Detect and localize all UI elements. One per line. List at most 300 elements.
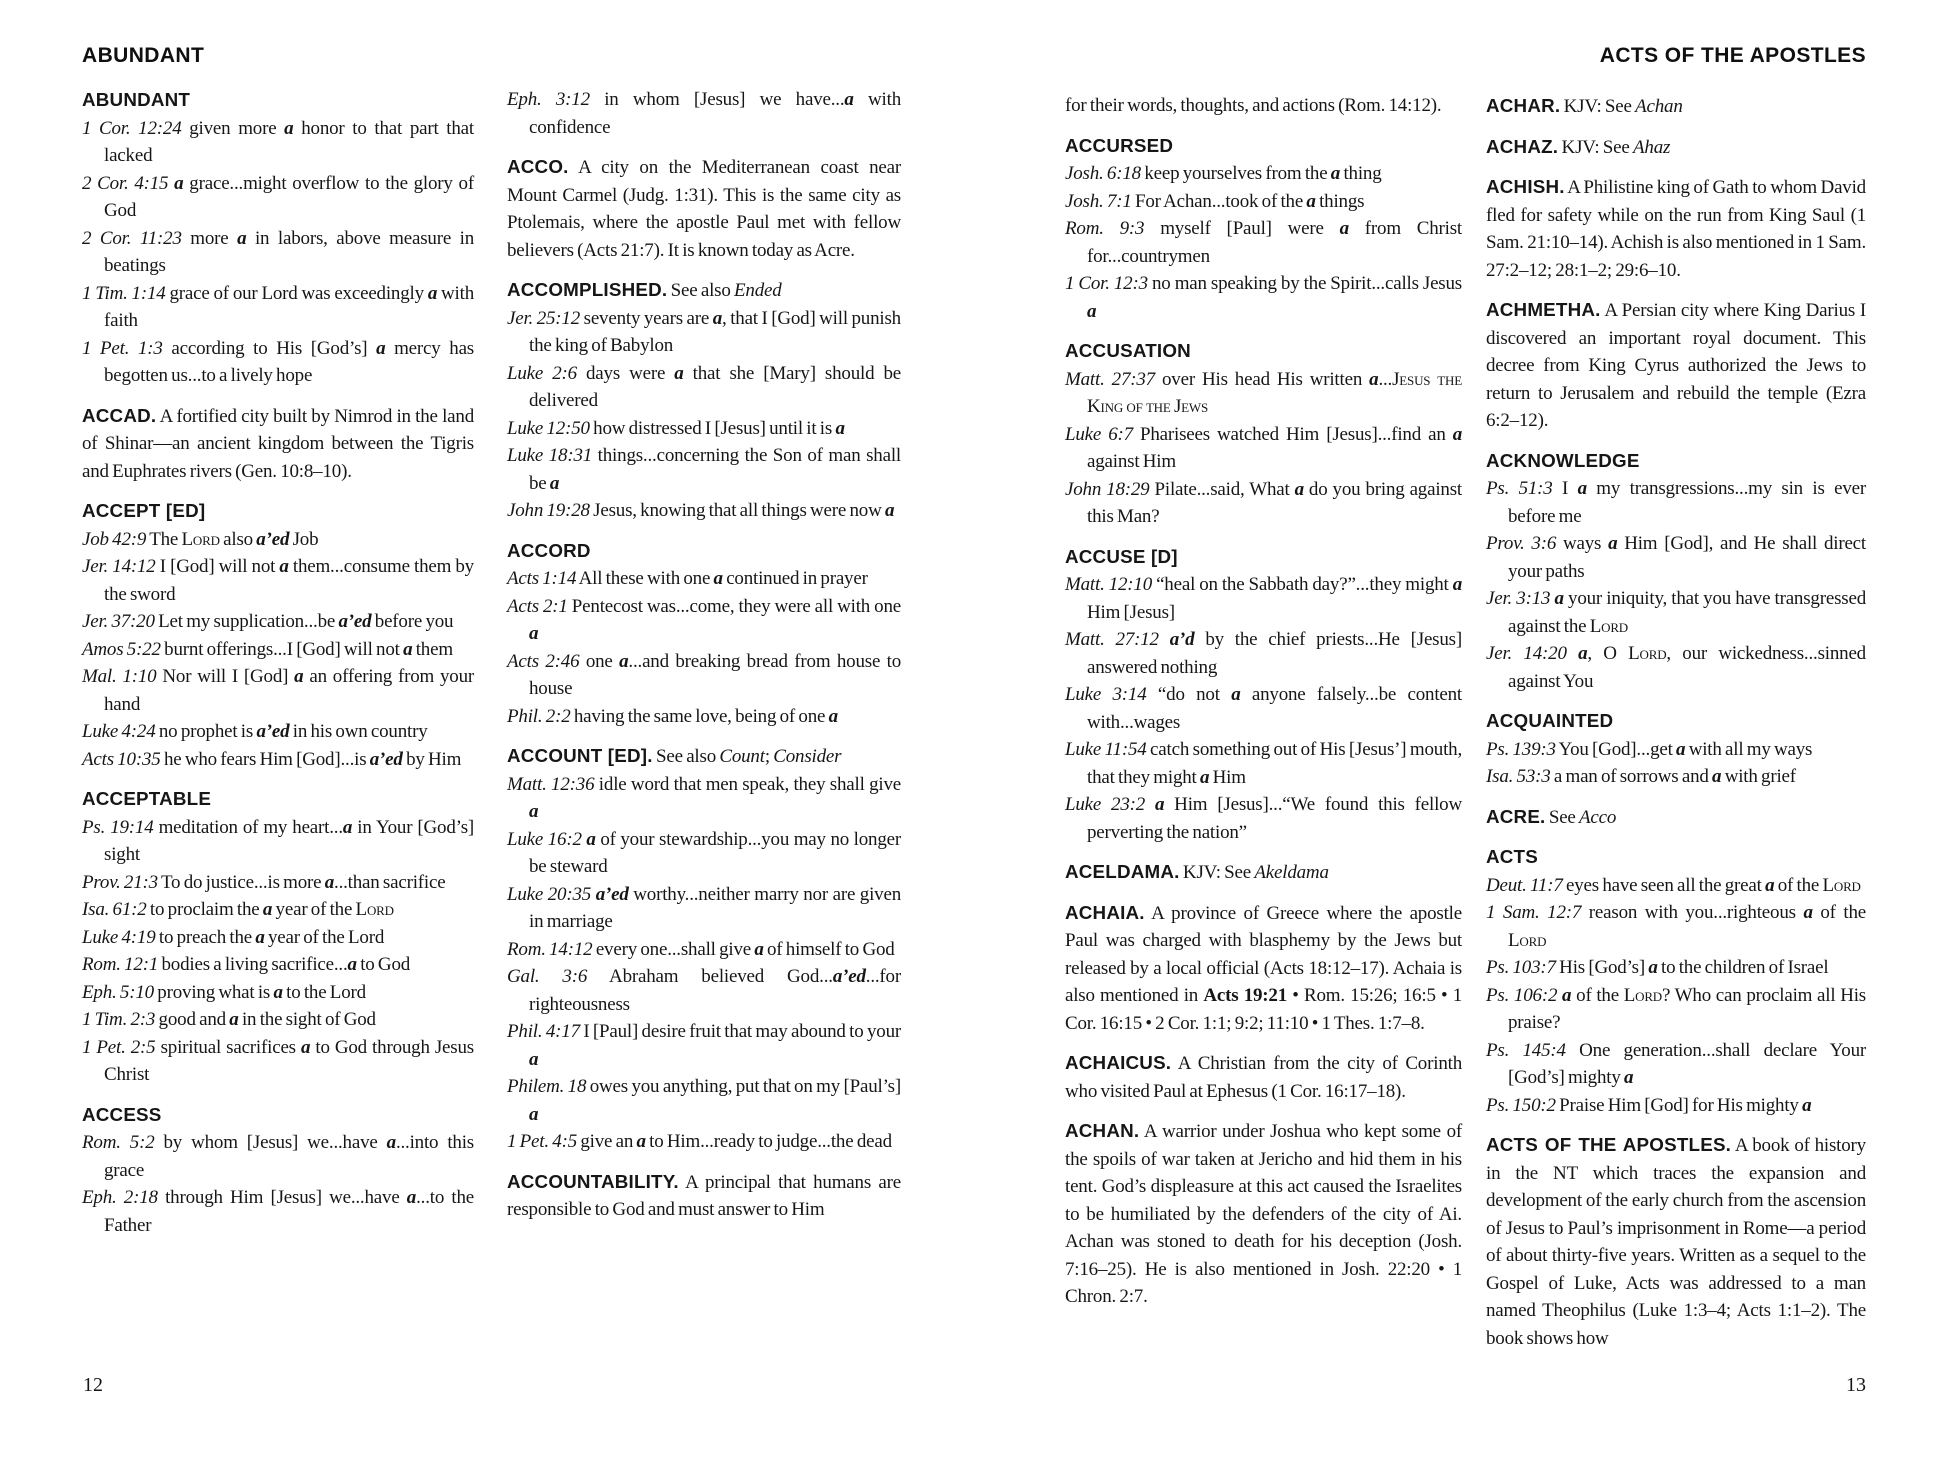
text-run: a <box>174 172 184 194</box>
text-run: a <box>1577 478 1587 499</box>
verse-reference: Deut. 11:7 <box>1486 874 1563 896</box>
running-head-left: ABUNDANT <box>82 44 205 67</box>
entry-heading <box>507 276 901 305</box>
verse-line <box>507 305 901 360</box>
headword: ACKNOWLEDGE <box>1486 449 1640 471</box>
verse-reference: Ps. 145:4 <box>1486 1039 1566 1061</box>
headword: ACCOMPLISHED. <box>507 279 668 300</box>
verse-line <box>82 225 474 280</box>
text-run: Akeldama <box>1254 862 1329 883</box>
text-run: a <box>1369 368 1379 390</box>
text-run: To do justice...is more <box>157 871 325 893</box>
running-head-right: ACTS OF THE APOSTLES <box>1599 44 1866 67</box>
verse-line <box>82 553 474 608</box>
verse-line <box>1065 626 1462 681</box>
verse-reference: Luke 20:35 <box>507 883 592 905</box>
text-run: Count <box>719 746 765 767</box>
text-run: “do not <box>1146 684 1232 705</box>
text-run: a <box>1803 902 1813 923</box>
verse-line <box>1486 475 1866 530</box>
text-run: I [Paul] desire fruit that may abound to your <box>579 1021 901 1042</box>
verse-reference: Rom. 12:1 <box>82 954 159 975</box>
verse-line <box>507 1018 901 1073</box>
verse-reference: Luke 23:2 <box>1065 794 1146 815</box>
text-run: a <box>713 568 723 589</box>
text-run: a’ed <box>369 748 403 770</box>
text-run: a <box>586 828 596 850</box>
text-run: a’ed <box>338 611 372 632</box>
text-run: in whom [Jesus] we have... <box>589 89 845 110</box>
text-run: a <box>636 1131 646 1152</box>
text-run: burnt offerings...I [God] will not <box>160 638 404 660</box>
verse-reference: Phil. 2:2 <box>507 705 571 727</box>
verse-reference: 2 Cor. 11:23 <box>82 227 182 249</box>
verse-line <box>82 335 474 390</box>
text-run <box>1145 794 1155 815</box>
text-run: A province of Greece where the apostle Paul was charged with blasphemy by the Jews but released by a local official (Acts 18:12–17). Achaia is also mentioned in <box>1065 902 1462 1006</box>
text-run: to the children of Israel <box>1657 957 1829 978</box>
verse-reference: Acts 2:1 <box>507 595 568 617</box>
text-run: a <box>1294 478 1304 500</box>
entry-heading <box>82 86 474 115</box>
verse-reference: Ps. 139:3 <box>1486 738 1556 760</box>
text-run: Job <box>289 528 319 550</box>
verse-line <box>1486 736 1866 764</box>
verse-line <box>82 608 474 636</box>
text-run: Acts 19:21 <box>1203 985 1288 1006</box>
text-run: For Achan...took of the <box>1131 190 1307 212</box>
headword: ACHAN. <box>1065 1120 1140 1141</box>
headword: ACCEPT [ED] <box>82 500 206 521</box>
text-run: of your stewardship...you may no longer be steward <box>529 828 902 877</box>
text-run: them <box>412 638 453 660</box>
verse-line <box>507 593 901 648</box>
entry-heading <box>1065 132 1462 161</box>
verse-line <box>507 442 901 497</box>
entry-heading <box>507 742 901 771</box>
entry-heading <box>1065 337 1462 366</box>
text-run: Praise Him [God] for His mighty <box>1555 1094 1803 1116</box>
headword: ACTS OF THE APOSTLES. <box>1486 1134 1732 1155</box>
text-run: a <box>754 938 764 960</box>
verse-line <box>1065 421 1462 476</box>
column-2 <box>507 86 901 1224</box>
verse-line <box>82 170 474 225</box>
text-run: a <box>427 282 438 304</box>
verse-reference: Jer. 14:12 <box>82 556 156 577</box>
text-run: “heal on the Sabbath day?”...they might <box>1152 574 1453 595</box>
verse-line <box>1065 681 1462 736</box>
verse-line <box>82 526 474 554</box>
text-run: year of the <box>272 899 356 920</box>
text-run: a man of sorrows and <box>1550 766 1713 787</box>
verse-line <box>1486 1092 1866 1120</box>
verse-line <box>1065 366 1462 421</box>
verse-reference: Luke 4:19 <box>82 926 156 948</box>
verse-reference: Gal. 3:6 <box>507 966 588 987</box>
text-run: a <box>386 1132 396 1153</box>
text-run: of the <box>1812 902 1866 923</box>
verse-line <box>507 771 901 826</box>
headword: ACTS <box>1486 846 1538 867</box>
text-run: with confidence <box>529 89 901 138</box>
text-run: continued in prayer <box>722 568 868 589</box>
verse-reference: 1 Pet. 2:5 <box>82 1036 156 1058</box>
text-run: by Him <box>402 748 462 770</box>
verse-reference: Ps. 150:2 <box>1486 1094 1556 1116</box>
verse-reference: 1 Cor. 12:24 <box>82 117 182 139</box>
text-run: in his own country <box>289 721 428 742</box>
headword: ACCO. <box>507 156 569 177</box>
text-run: a <box>1306 190 1316 212</box>
text-run: KJV: See <box>1558 136 1633 158</box>
verse-reference: 1 Cor. 12:3 <box>1065 273 1148 294</box>
text-run: a <box>1802 1094 1812 1116</box>
text-run: grace...might overflow to the glory of God <box>104 172 474 221</box>
text-run: a <box>284 117 294 139</box>
verse-line <box>1065 188 1462 216</box>
entry-heading <box>507 537 901 566</box>
text-run: a <box>1676 738 1686 760</box>
text-run: Him <box>1209 766 1246 788</box>
text-run: a <box>1624 1067 1634 1088</box>
entry-paragraph <box>1065 1117 1462 1311</box>
text-run: a <box>406 1187 417 1208</box>
text-run: a <box>844 89 854 110</box>
text-run: Lord <box>181 528 220 550</box>
text-run: a <box>529 1048 539 1070</box>
headword: ACCUSATION <box>1065 340 1191 361</box>
verse-line <box>82 869 474 897</box>
entry-paragraph <box>1065 858 1462 887</box>
verse-line <box>1486 1037 1866 1092</box>
text-run: A Christian from the city of Corinth who visited Paul at Ephesus (1 Cor. 16:17–18). <box>1065 1053 1462 1102</box>
verse-line <box>507 963 901 1018</box>
text-run: A Persian city where King Darius I discovered an important royal document. This decree from King Cyrus authorized the Jews to return to Jerusalem and rebuild the temple (Ezra 6:2–12). <box>1486 300 1866 431</box>
verse-line <box>507 360 901 415</box>
text-run: worthy...neither marry nor are given in marriage <box>529 883 901 932</box>
entry-paragraph <box>507 1168 901 1224</box>
verse-line <box>1065 215 1462 270</box>
entry-paragraph <box>1486 173 1866 284</box>
text-run: your iniquity, that you have transgressed against the <box>1508 588 1867 637</box>
text-run: by whom [Jesus] we...have <box>154 1132 387 1153</box>
text-run: honor to that part that lacked <box>104 117 474 166</box>
text-run: ...to the Father <box>104 1187 474 1236</box>
verse-line <box>1486 763 1866 791</box>
text-run: The <box>146 528 182 550</box>
headword: ACCURSED <box>1065 134 1174 156</box>
verse-line <box>82 1184 474 1239</box>
text-run: Pharisees watched Him [Jesus]...find an <box>1132 423 1453 445</box>
verse-reference: Jer. 14:20 <box>1486 643 1567 664</box>
text-run: given more <box>181 117 285 139</box>
entry-paragraph <box>1486 803 1866 832</box>
column-3 <box>1065 92 1462 1311</box>
verse-line <box>82 746 474 774</box>
text-run: a <box>529 1103 539 1125</box>
verse-line <box>1065 571 1462 626</box>
text-run: Ended <box>734 280 782 301</box>
text-run: , that I [God] will punish the king of Babylon <box>529 307 901 356</box>
text-run: , our wickedness...sinned against You <box>1508 643 1866 692</box>
verse-line <box>507 1128 901 1156</box>
text-run: a <box>549 472 560 494</box>
text-run: Achan <box>1635 96 1683 117</box>
text-run: spiritual sacrifices <box>155 1036 301 1058</box>
text-run: His [God’s] <box>1555 957 1649 978</box>
verse-line <box>82 979 474 1007</box>
verse-line <box>82 1006 474 1034</box>
text-run: one <box>579 650 620 672</box>
text-run: See also <box>652 746 720 767</box>
headword: ACCOUNT [ED]. <box>507 745 653 766</box>
headword: ACHAIA. <box>1065 901 1145 923</box>
text-run: KJV: See <box>1560 96 1636 117</box>
verse-line <box>82 814 474 869</box>
verse-reference: 1 Pet. 1:3 <box>82 337 163 359</box>
entry-paragraph <box>507 153 901 264</box>
text-run: things...concerning the Son of man shall be <box>529 445 902 494</box>
text-run <box>1567 643 1578 664</box>
headword: ACCEPTABLE <box>82 788 212 809</box>
verse-line <box>82 924 474 952</box>
text-run: ways <box>1556 533 1609 554</box>
text-run: a <box>1200 766 1210 788</box>
text-run: Consider <box>773 746 842 767</box>
text-run: a <box>1154 794 1165 815</box>
headword: ACCESS <box>82 1103 162 1125</box>
entry-paragraph <box>1065 1049 1462 1105</box>
text-run: • Rom. 15:26; 16:5 • 1 Cor. 16:15 • 2 Cor. 1:1; 9:2; 11:10 • 1 Thes. 1:7–8. <box>1065 985 1463 1034</box>
text-run: a <box>1452 574 1462 595</box>
text-run: to preach the <box>155 926 256 948</box>
headword: ACCOUNTABILITY. <box>507 1170 679 1192</box>
verse-line <box>507 565 901 593</box>
text-run: to the Lord <box>282 981 366 1003</box>
text-run: with all my ways <box>1685 738 1813 760</box>
entry-heading <box>1486 843 1866 872</box>
verse-reference: Rom. 9:3 <box>1065 218 1145 239</box>
page-number-left: 12 <box>83 1374 103 1396</box>
text-run: Lord <box>1623 984 1662 1006</box>
text-run: a <box>1231 684 1241 705</box>
text-run: a’ed <box>256 528 290 550</box>
entry-paragraph <box>1486 92 1866 121</box>
text-run: keep yourselves from the <box>1140 163 1331 184</box>
text-run: do you bring against this Man? <box>1087 478 1462 527</box>
verse-reference: Jer. 3:13 <box>1486 588 1551 609</box>
text-run: ; <box>764 746 774 767</box>
text-run: A principal that humans are responsible to God and must answer to Him <box>507 1171 901 1220</box>
text-run: See <box>1545 806 1580 828</box>
verse-reference: Eph. 5:10 <box>82 981 154 1003</box>
text-run: a <box>1339 218 1349 239</box>
entry-paragraph <box>82 402 474 486</box>
text-run: of the <box>1571 984 1624 1006</box>
text-run: by the chief priests...He [Jesus] answered nothing <box>1087 629 1462 678</box>
text-run: Him [Jesus] <box>1087 601 1175 623</box>
text-run: a <box>619 650 629 672</box>
verse-line <box>1486 585 1866 640</box>
text-run: Nor will I [God] <box>156 666 295 687</box>
text-run: in Your [God’s] sight <box>104 816 475 865</box>
verse-line <box>82 951 474 979</box>
verse-reference: 1 Tim. 1:14 <box>82 282 166 304</box>
verse-reference: John 19:28 <box>507 500 590 521</box>
verse-line <box>1065 160 1462 188</box>
entry-heading <box>82 1101 474 1130</box>
verse-reference: Acts 1:14 <box>507 568 577 589</box>
text-run: a <box>324 871 335 893</box>
text-run: how distressed I [Jesus] until it is <box>589 417 836 439</box>
text-run: meditation of my heart... <box>153 816 343 838</box>
text-run: from Christ for...countrymen <box>1087 218 1462 267</box>
verse-reference: Acts 10:35 <box>82 748 161 770</box>
verse-reference: Luke 4:24 <box>82 721 156 742</box>
text-run: reason with you...righteous <box>1581 902 1804 923</box>
text-run: Lord <box>1628 643 1667 664</box>
text-run: See also <box>667 280 734 301</box>
text-run: a <box>835 417 845 439</box>
entry-paragraph <box>1486 296 1866 435</box>
text-run: a <box>273 981 283 1003</box>
text-run: a <box>1562 984 1572 1006</box>
verse-line <box>507 936 901 964</box>
text-run: them...consume them by the sword <box>104 556 474 605</box>
headword: ACHAICUS. <box>1065 1052 1172 1073</box>
verse-reference: Matt. 12:36 <box>507 773 595 795</box>
text-run: Lord <box>1822 874 1861 896</box>
headword: ACHAZ. <box>1486 135 1559 157</box>
text-run: he who fears Him [God]...is <box>160 748 370 770</box>
verse-reference: Isa. 61:2 <box>82 899 147 920</box>
headword: ACHAR. <box>1486 95 1561 116</box>
text-run: idle word that men speak, they shall give <box>594 773 902 795</box>
entry-heading <box>1065 543 1462 572</box>
verse-reference: 2 Cor. 4:15 <box>82 172 169 194</box>
verse-line <box>507 703 901 731</box>
verse-line <box>82 663 474 718</box>
text-run: a <box>529 801 539 822</box>
verse-reference: Matt. 12:10 <box>1065 574 1153 595</box>
verse-line <box>1486 899 1866 954</box>
text-run: with faith <box>104 282 474 331</box>
text-run: ...and breaking bread from house to house <box>529 650 901 699</box>
text-run: a <box>294 666 304 687</box>
verse-line <box>82 718 474 746</box>
verse-reference: Luke 18:31 <box>507 445 593 466</box>
entry-heading <box>82 785 474 814</box>
text-run: Lord <box>355 899 394 920</box>
text-run: mercy has begotten us...to a lively hope <box>104 337 474 386</box>
text-run: a <box>237 227 247 249</box>
entry-heading <box>82 497 474 526</box>
text-run: a <box>347 954 357 975</box>
verse-reference: Ps. 103:7 <box>1486 957 1556 978</box>
text-run: against Him <box>1087 451 1176 472</box>
headword: ACRE. <box>1486 805 1546 827</box>
text-run: myself [Paul] were <box>1144 218 1340 239</box>
verse-reference: Jer. 37:20 <box>82 611 155 632</box>
text-run: a’ed <box>832 966 866 987</box>
text-run: A warrior under Joshua who kept some of the spoils of war taken at Jericho and hid them in his tent. God’s displeasure at this act caused the Israelites to be humiliated by the defenders of the city of Ai. Achan was stoned to death for his deception (Josh. 7:16–25). He is also mentioned in Josh. 22:20 • 1 Chron. 2:7. <box>1065 1121 1462 1307</box>
text-run: ... <box>1378 368 1393 390</box>
verse-reference: 1 Pet. 4:5 <box>507 1131 577 1152</box>
text-run: also <box>219 528 257 550</box>
entry-heading <box>1486 447 1866 476</box>
text-run: give an <box>577 1131 637 1152</box>
verse-line <box>507 648 901 703</box>
text-run: a <box>529 623 539 644</box>
text-run: in the sight of God <box>238 1009 376 1030</box>
verse-line <box>82 1034 474 1089</box>
text-run: a <box>1452 423 1462 445</box>
verse-reference: Luke 3:14 <box>1065 684 1147 705</box>
text-run: every one...shall give <box>592 938 755 960</box>
headword: ACCORD <box>507 539 591 561</box>
text-run: more <box>181 227 238 249</box>
text-run: according to His [God’s] <box>162 337 377 359</box>
verse-reference: Isa. 53:3 <box>1486 766 1551 787</box>
verse-line <box>1486 982 1866 1037</box>
text-run: a <box>1087 300 1097 322</box>
text-run: I [God] will not <box>155 556 280 577</box>
text-run: of himself to God <box>763 938 895 960</box>
text-run: Lord <box>1508 929 1547 951</box>
verse-reference: Luke 2:6 <box>507 362 577 384</box>
text-run: a <box>674 362 684 384</box>
verse-line <box>507 826 901 881</box>
verse-reference: Rom. 5:2 <box>82 1132 155 1153</box>
verse-line <box>507 415 901 443</box>
text-run: anyone falsely...be content with...wages <box>1087 684 1463 733</box>
text-run: proving what is <box>153 981 274 1003</box>
verse-line <box>1486 640 1866 695</box>
verse-line <box>82 1129 474 1184</box>
text-run: All these with one <box>576 568 714 589</box>
text-run: a <box>828 705 838 727</box>
verse-line <box>1486 872 1866 900</box>
text-run: A city on the Mediterranean coast near Mount Carmel (Judg. 1:31). This is the same city as Ptolemais, where the apostle Paul met with fellow believers (Acts 21:7). It is known today as Acre. <box>507 157 901 261</box>
verse-line <box>82 280 474 335</box>
text-run: Let my supplication...be <box>154 611 339 632</box>
text-run: Jesus the King of the Jews <box>1087 368 1462 417</box>
verse-line <box>82 115 474 170</box>
text-run: to proclaim the <box>146 899 263 920</box>
verse-reference: Phil. 4:17 <box>507 1021 580 1042</box>
verse-line <box>1486 954 1866 982</box>
verse-reference: Josh. 7:1 <box>1065 190 1132 212</box>
entry-paragraph <box>1486 133 1866 162</box>
column-1 <box>82 86 474 1239</box>
text-run: my transgressions...my sin is ever before me <box>1508 478 1866 527</box>
text-run: A fortified city built by Nimrod in the land of Shinar—an ancient kingdom between the Tigris and Euphrates rivers (Gen. 10:8–10). <box>82 405 474 482</box>
verse-line <box>1065 791 1462 846</box>
text-run: a <box>403 638 413 660</box>
verse-reference: Luke 11:54 <box>1065 739 1147 760</box>
text-run: Ahaz <box>1633 136 1671 158</box>
verse-reference: Jer. 25:12 <box>507 307 581 329</box>
text-run: KJV: See <box>1179 862 1255 883</box>
headword: ACELDAMA. <box>1065 861 1180 882</box>
text-run: Lord <box>1589 615 1628 637</box>
text-run: thing <box>1340 163 1382 184</box>
text-run: Pilate...said, What <box>1149 478 1295 500</box>
text-run: ? Who can proclaim all His praise? <box>1508 984 1866 1033</box>
text-run: Him [God], and He shall direct your paths <box>1508 533 1866 582</box>
verse-reference: Eph. 3:12 <box>507 89 590 110</box>
